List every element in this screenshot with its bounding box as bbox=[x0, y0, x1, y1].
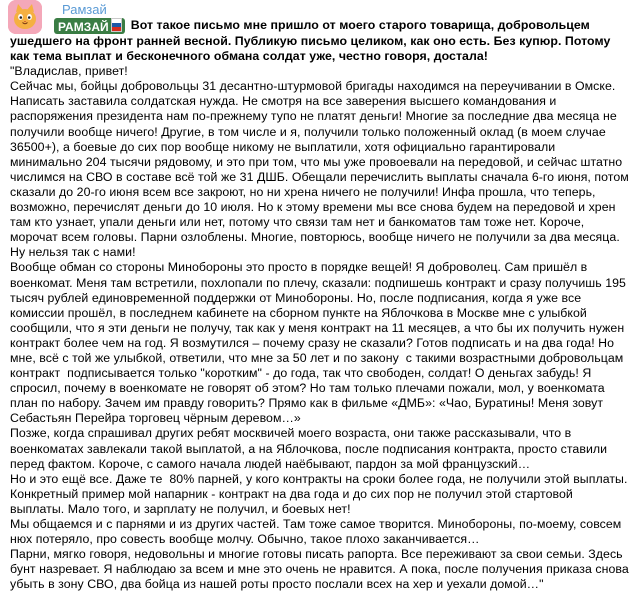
message-body: "Владислав, привет! Сейчас мы, бойцы добровольцы 31 десантно-штурмовой бригады находимся на переучивании в Омске. Написать заставила солдатская нужда. Не смотря на все заверения высшего командования и распоряжения президента нам по-прежнему тупо не платят деньги! Многие за последние два месяца не получили вообще ничего! Другие, в том числе и я, получили только положенный оклад (в моем случае 36500+), а боевые до сих пор вообще никому не выплатили, хотя официально гарантировали минимально 204 тысячи рядовому, и это при том, что мы уже провоевали на передовой, и сейчас штатно числимся на СВО в составе всё той же 31 ДШБ. Обещали перечислить выплаты сначала 6-го июня, потом сказали до 20-го июня всем все закроют, но ни хрена ничего не получили! Инфа прошла, что теперь, возможно, перечислят деньги до 10 июля. Но к этому времени мы все снова будем на передовой и хрен там кто узнает, упали деньги или нет, потому что связи там нет и банкоматов там тоже нет. Короче, морочат всем головы. Парни озлоблены. Многие, повторюсь, вообще ничего не получили за два месяца. Ну нельзя так с нами! Вообще обман со стороны Минобороны это просто в порядке вещей! Я доброволец. Сам пришёл в военкомат. Меня там встретили, похлопали по плечу, сказали: подпишешь контракт и сразу получишь 195 тысяч рублей единовременной поддержки от Минобороны. Но, после подписания, когда я уже все комиссии прошёл, в последнем кабинете на сборном пункте на Яблочкова в Москве мне с улыбкой сообщили, что я эти деньги не получу, так как у меня контракт на 11 месяцев, а что бы их получить нужен контракт более чем на год. Я возмутился – почему сразу не сказали? Готов подписать и на два года! Но мне, всё с той же улыбкой, ответили, что мне за 50 лет и по закону с такими возрастными добровольцам контракт подписывается только "коротким" - до года, так что свободен, солдат! О деньгах забудь! Я спросил, почему в военкомате не говорят об этом? Но там только плечами пожали, мол, у военкомата план по набору. Зачем им правду говорить? Прямо как в фильме «ДМБ»: «Чао, Буратины! Меня зовут Себастьян Перейра торговец чёрным деревом…» Позже, когда спрашивал других ребят москвичей моего возраста, они также рассказывали, что в военкоматах завлекали такой выплатой, а на Яблочкова, после подписания контракта, просто ставили перед фактом. Короче, с самого начала людей наёбывают, пардон за мой французский… Но и это ещё все. Даже те 80% парней, у кого контракты на сроки более года, не получили этой выплаты. Конкретный пример мой напарник - контракт на два года и до сих пор не получил этой стартовой выплаты. Мало того, и зарплату не получил, и боевых нет! Мы общаемся и с парнями и из других частей. Там тоже самое творится. Минобороны, по-моему, совсем нюх потеряло, про совесть вообще молчу. Обычно, такое плохо заканчивается… Парни, мягко говоря, недовольны и многие готовы писать рапорта. Все переживают за свои семьи. Здесь бунт назревает. Я наблюдаю за всем и мне это очень не нравится. А пока, после получения приказа снова убыть в зону СВО, два бойца из нашей роты просто послали всех на хер и уехали домой…" bbox=[10, 64, 629, 592]
message-content bbox=[10, 18, 630, 592]
intro-lead bbox=[10, 18, 131, 32]
channel-tag-label: РАМЗАЙ bbox=[58, 20, 109, 34]
message-author[interactable]: Рамзай bbox=[62, 2, 107, 17]
message-intro: Вот такое письмо мне пришло от моего старого товарища, добровольцем ушедшего на фронт ранней весной. Публикую письмо целиком, как оно есть. Без купюр. Потому как тема выплат и бесконечного обмана солдат уже, честно говоря, достала! bbox=[10, 18, 614, 64]
russian-flag-icon bbox=[111, 18, 122, 32]
channel-tag bbox=[54, 18, 125, 34]
